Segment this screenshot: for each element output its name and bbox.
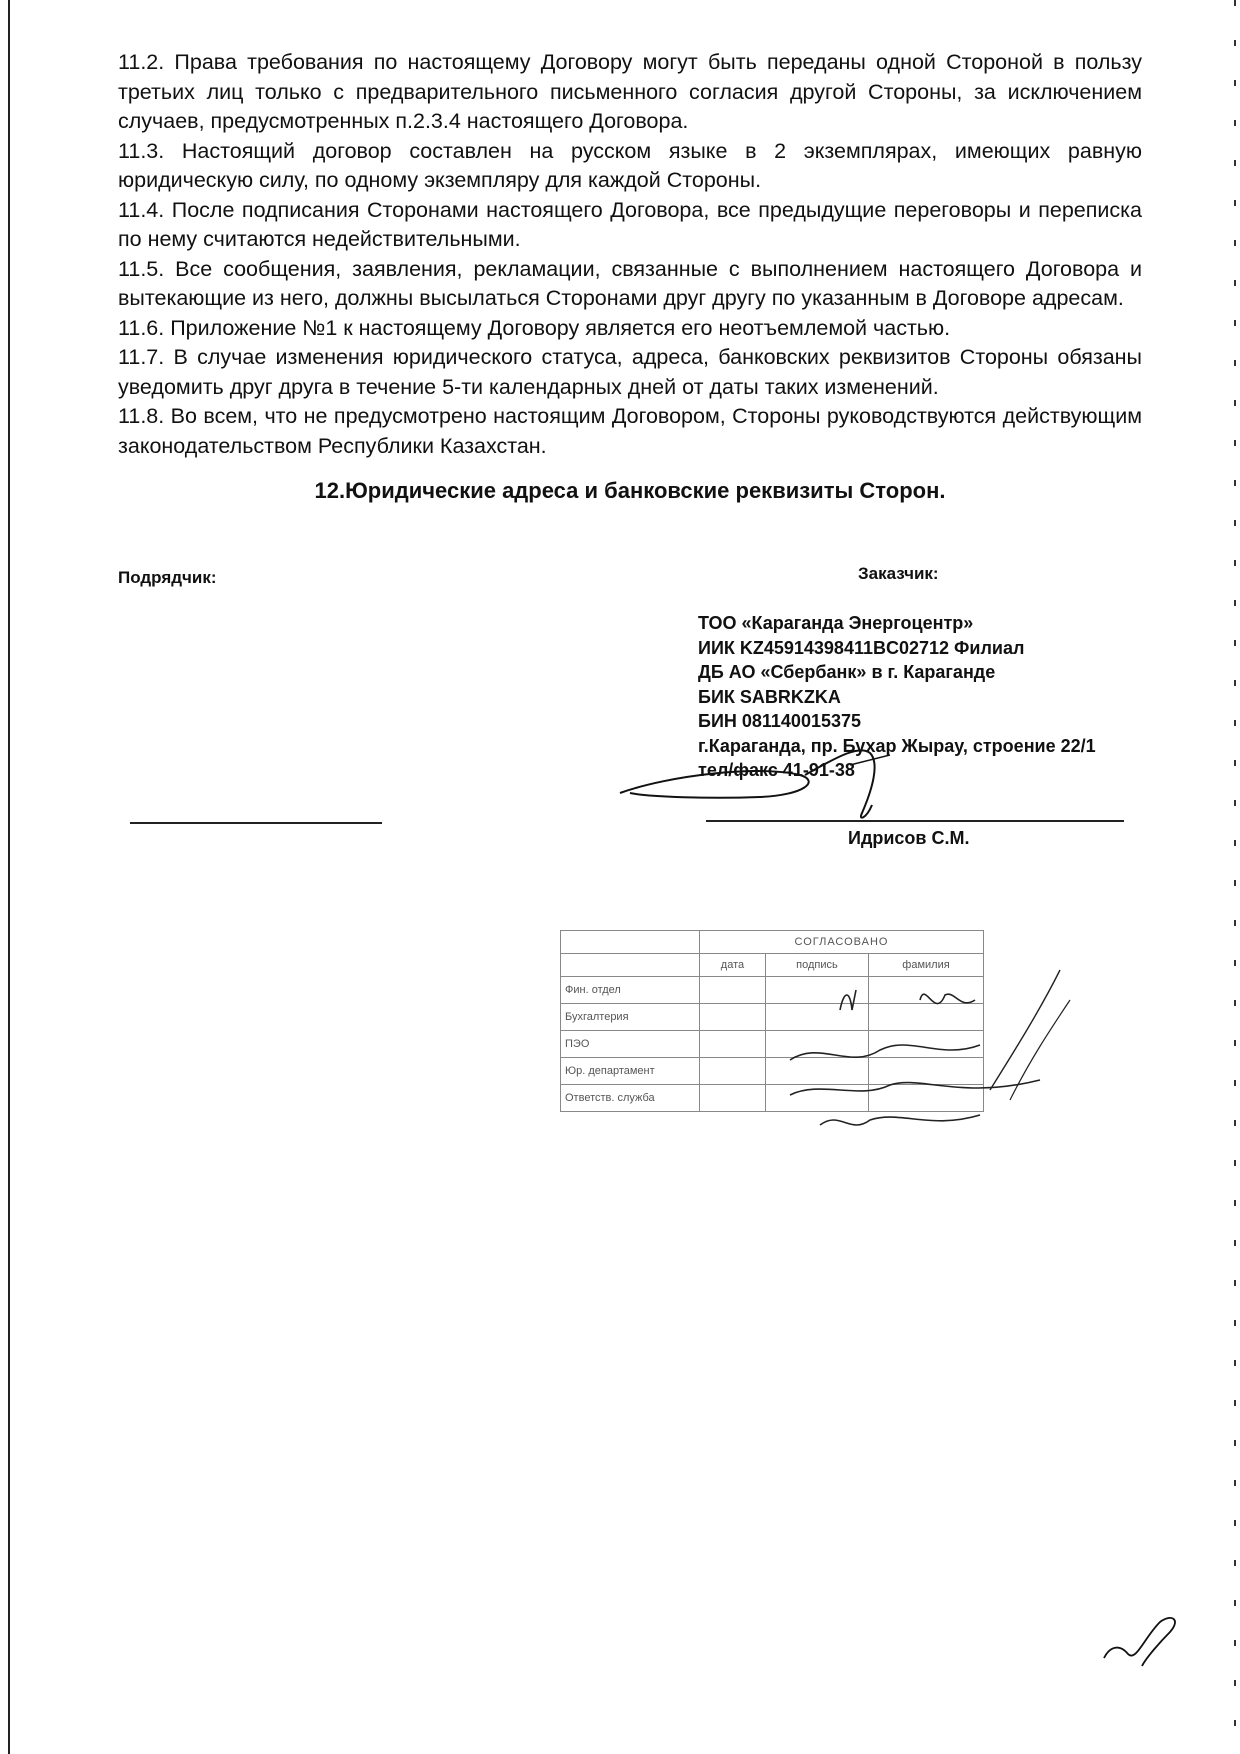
clause-11-8: 11.8. Во всем, что не предусмотрено настоящим Договором, Стороны руководствуются действующим законодательством Республики Казахстан. xyxy=(118,404,1142,458)
customer-signer-name: Идрисов С.М. xyxy=(848,828,970,848)
approval-signatures xyxy=(760,950,1080,1150)
stamp-row-label: Ответств. служба xyxy=(561,1085,700,1112)
section-title: 12.Юридические адреса и банковские реквизиты Сторон. xyxy=(314,478,946,503)
requisite-iik: ИИК KZ45914398411BC02712 Филиал xyxy=(698,637,1025,658)
stamp-col-surname: фамилия xyxy=(869,954,984,977)
customer-signature-line xyxy=(706,820,1124,822)
clause-11-3: 11.3. Настоящий договор составлен на русском языке в 2 экземплярах, имеющих равную юридическую силу, по одному экземпляру для каждой Стороны. xyxy=(118,138,1142,192)
clause-11-2: 11.2. Права требования по настоящему Договору могут быть переданы одной Стороной в пользу третьих лиц только с предварительного письменного согласия другой Стороны, за исключением случаев, предусмотренных п.2.3.4 настоящего Договора. xyxy=(118,50,1142,133)
contract-clauses xyxy=(118,48,1142,461)
stamp-header-empty xyxy=(561,954,700,977)
stamp-row-label: Бухгалтерия xyxy=(561,1004,700,1031)
clause-11-7: 11.7. В случае изменения юридического статуса, адреса, банковских реквизитов Стороны обязаны уведомить друг друга в течение 5-ти календарных дней от даты таких изменений. xyxy=(118,345,1142,399)
customer-signature xyxy=(610,735,940,825)
requisite-bank: ДБ АО «Сбербанк» в г. Караганде xyxy=(698,662,996,682)
stamp-row-label: ПЭО xyxy=(561,1031,700,1058)
stamp-row-label: Юр. департамент xyxy=(561,1058,700,1085)
stamp-col-date: дата xyxy=(700,954,766,977)
stamp-col-signature: подпись xyxy=(765,954,868,977)
customer-label: Заказчик: xyxy=(858,564,939,583)
scan-edge-right xyxy=(1234,0,1236,1754)
requisite-company: ТОО «Караганда Энергоцентр» xyxy=(698,613,974,633)
requisite-bin: БИН 081140015375 xyxy=(698,711,862,731)
stamp-corner-cell xyxy=(561,931,700,954)
clause-11-5: 11.5. Все сообщения, заявления, рекламации, связанные с выполнением настоящего Договора и вытекающие из него, должны высылаться Сторонами друг другу по указанным в Договоре адресам. xyxy=(118,256,1142,310)
requisite-bik: БИК SABRKZKA xyxy=(698,686,841,707)
contractor-label: Подрядчик: xyxy=(118,568,217,587)
contractor-signature-line xyxy=(130,822,382,824)
stamp-row-label: Фин. отдел xyxy=(561,977,700,1004)
stamp-title: СОГЛАСОВАНО xyxy=(700,931,984,954)
page-initials xyxy=(1100,1608,1190,1668)
clause-11-4: 11.4. После подписания Сторонами настоящего Договора, все предыдущие переговоры и переписка по нему считаются недействительными. xyxy=(118,197,1142,251)
clause-11-6: 11.6. Приложение №1 к настоящему Договору является его неотъемлемой частью. xyxy=(118,315,951,340)
requisite-phone: тел/факс 41-91-38 xyxy=(698,760,855,780)
requisite-address: г.Караганда, пр. Бухар Жырау, строение 22/1 xyxy=(698,735,1096,756)
scan-edge-left xyxy=(8,0,10,1754)
